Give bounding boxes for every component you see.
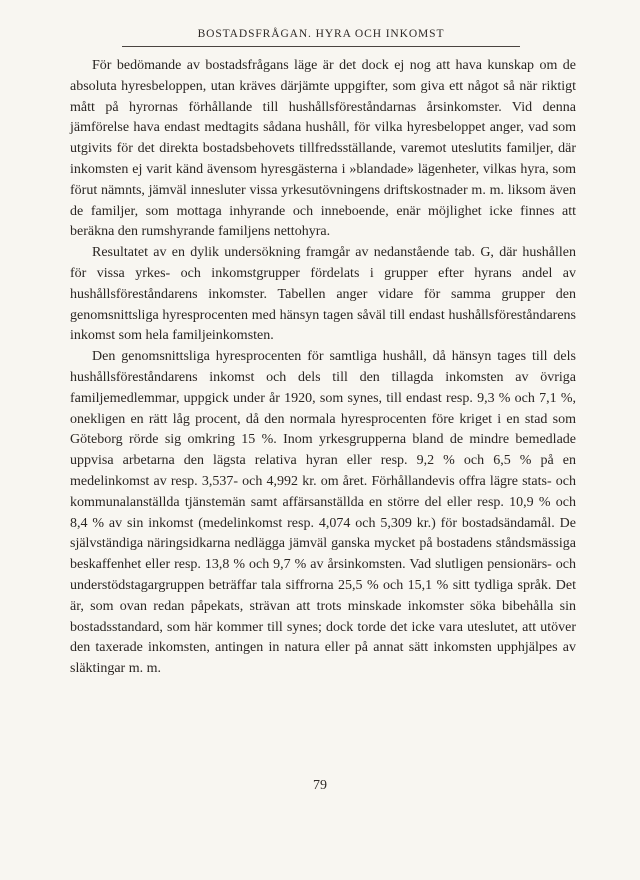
header-rule xyxy=(122,46,520,47)
page-number: 79 xyxy=(313,778,327,793)
paragraph-2: Resultatet av en dylik undersökning framgår av nedanstående tab. G, där hushållen för vissa yrkes- och inkomstgrupper fördelats i grupper efter hyrans andel av hushållsföreståndarens inkomster. Tabellen anger vidare för samma grupper den genomsnittsliga hyresprocenten med hänsyn tagen såväl till endast hushållsföreståndarens inkomst som hela familjeinkomsten. xyxy=(70,245,576,344)
body-text xyxy=(70,56,576,680)
paragraph-3: Den genomsnittsliga hyresprocenten för samtliga hushåll, då hänsyn tages till dels hushållsföreståndarens inkomst och dels till den tillagda inkomsten av övriga familjemedlemmar, uppgick under år 1920, som synes, till endast resp. 9,3 % och 7,1 %, onekligen en rätt låg procent, då den normala hyresprocenten före kriget i en stad som Göteborg rörde sig omkring 15 %. Inom yrkesgrupperna bland de mindre bemedlade uppvisa arbetarna den lägsta relativa hyran eller resp. 9,2 % och 6,5 % på en medelinkomst av resp. 3,537- och 4,992 kr. om året. Förhållandevis offra lägre stats- och kommunalanställda tjänstemän samt affärsanställda en större del eller resp. 10,9 % och 8,4 % av sin inkomst (medelinkomst resp. 4,074 och 5,309 kr.) för bostadsändamål. De självständiga näringsidkarna nedlägga jämväl ganska mycket på bostadens ståndsmässiga beskaffenhet eller resp. 13,8 % och 9,7 % av årsinkomsten. Vad slutligen pensionärs- och understödstagargruppen beträffar tala siffrorna 25,5 % och 15,1 % sitt tydliga språk. Det är, som ovan redan påpekats, strävan att trots minskade inkomster söka bibehålla sin bostadsstandard, som här kommer till synes; dock torde det icke vara uteslutet, att utöver den taxerade inkomsten, antingen in natura eller på annat sätt inkomsten upphjälpes av släktingar m. m. xyxy=(70,349,576,677)
paragraph-1: För bedömande av bostadsfrågans läge är det dock ej nog att hava kunskap om de absoluta hyresbeloppen, utan kräves därjämte uppgifter, som giva ett något så när riktigt mått på hyrornas förhållande till hushållsföreståndarnas årsinkomster. Vid denna jämförelse hava endast medtagits sådana hushåll, för vilka hyresbeloppet anger, vad som utgivits för det direkta bostadsbehovets tillfredsställande, varemot uteslutits familjer, där inkomsten ej varit känd ävensom hyresgästerna i »blandade» lägenheter, vilkas hyra, som förut nämnts, jämväl innesluter vissa yrkesutövningens driftskostnader m. m. liksom även de familjer, som mottaga inhyrande och inneboende, enär möjlighet icke finnes att beräkna den rumshyrande familjens nettohyra. xyxy=(70,58,576,240)
running-header: BOSTADSFRÅGAN. HYRA OCH INKOMST xyxy=(197,28,445,40)
